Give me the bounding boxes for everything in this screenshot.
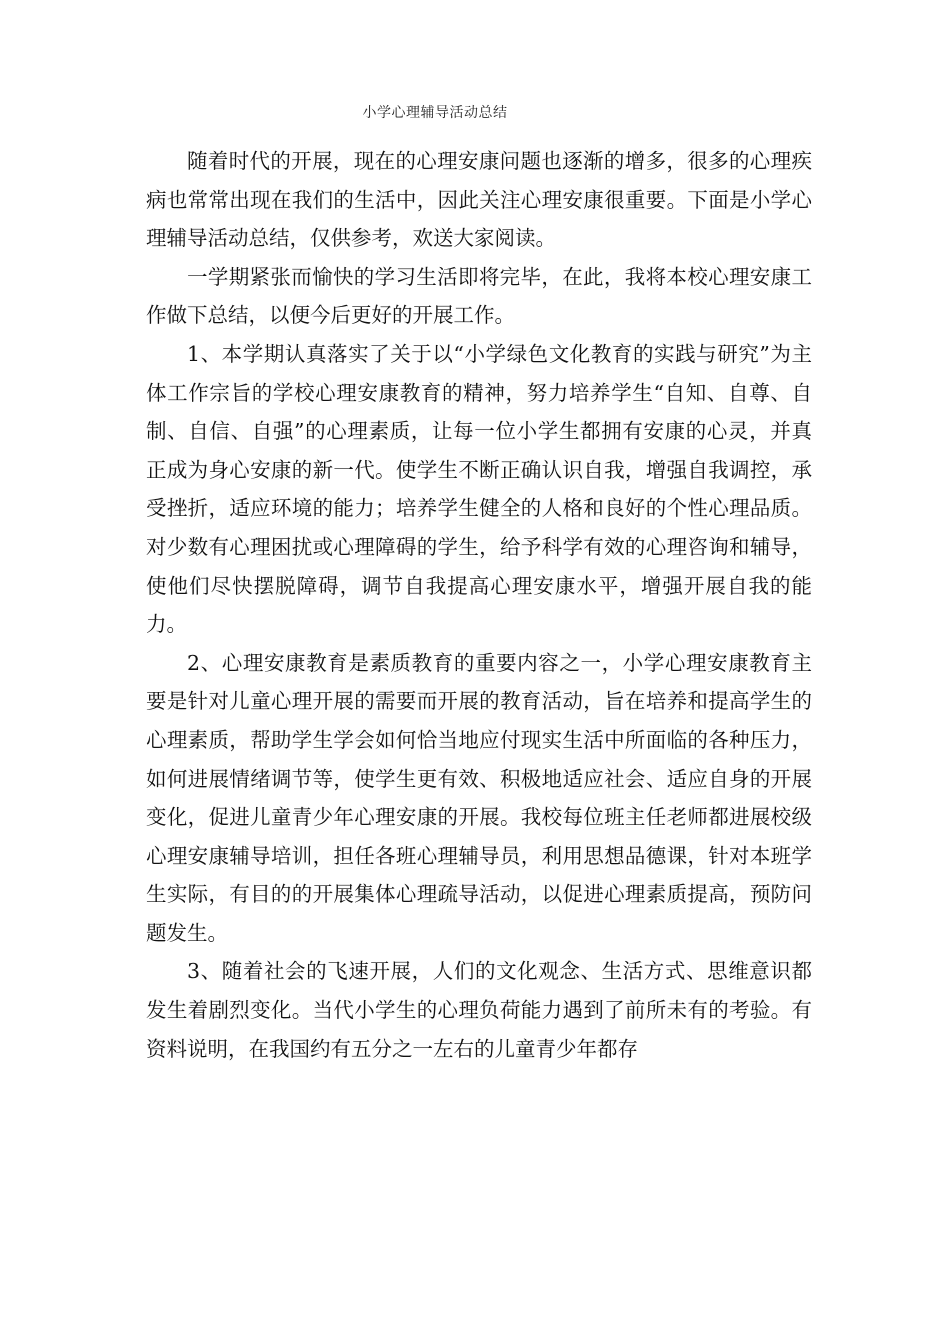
document-body xyxy=(146,142,812,1068)
paragraph-item-2: 2、心理安康教育是素质教育的重要内容之一，小学心理安康教育主要是针对儿童心理开展的需要而开展的教育活动，旨在培养和提高学生的心理素质，帮助学生学会如何恰当地应付现实生活中所面临的各种压力，如何进展情绪调节等，使学生更有效、积极地适应社会、适应自身的开展变化，促进儿童青少年心理安康的开展。我校每位班主任老师都进展校级心理安康辅导培训，担任各班心理辅导员，利用思想品德课，针对本班学生实际，有目的的开展集体心理疏导活动，以促进心理素质提高，预防问题发生。 xyxy=(146,650,812,945)
paragraph-intro: 随着时代的开展，现在的心理安康问题也逐渐的增多，很多的心理疾病也常常出现在我们的生活中，因此关注心理安康很重要。下面是小学心理辅导活动总结，仅供参考，欢送大家阅读。 xyxy=(146,149,812,251)
paragraph-item-3: 3、随着社会的飞速开展，人们的文化观念、生活方式、思维意识都发生着剧烈变化。当代小学生的心理负荷能力遇到了前所未有的考验。有资料说明，在我国约有五分之一左右的儿童青少年都存 xyxy=(146,959,812,1061)
paragraph-summary-opening: 一学期紧张而愉快的学习生活即将完毕，在此，我将本校心理安康工作做下总结，以便今后更好的开展工作。 xyxy=(146,264,812,328)
document-title: 小学心理辅导活动总结 xyxy=(362,105,508,121)
paragraph-item-1: 1、本学期认真落实了关于以“小学绿色文化教育的实践与研究”为主体工作宗旨的学校心理安康教育的精神，努力培养学生“自知、自尊、自制、自信、自强”的心理素质，让每一位小学生都拥有安康的心灵，并真正成为身心安康的新一代。使学生不断正确认识自我，增强自我调控，承受挫折，适应环境的能力；培养学生健全的人格和良好的个性心理品质。对少数有心理困扰或心理障碍的学生，给予科学有效的心理咨询和辅导，使他们尽快摆脱障碍，调节自我提高心理安康水平，增强开展自我的能力。 xyxy=(146,341,812,637)
